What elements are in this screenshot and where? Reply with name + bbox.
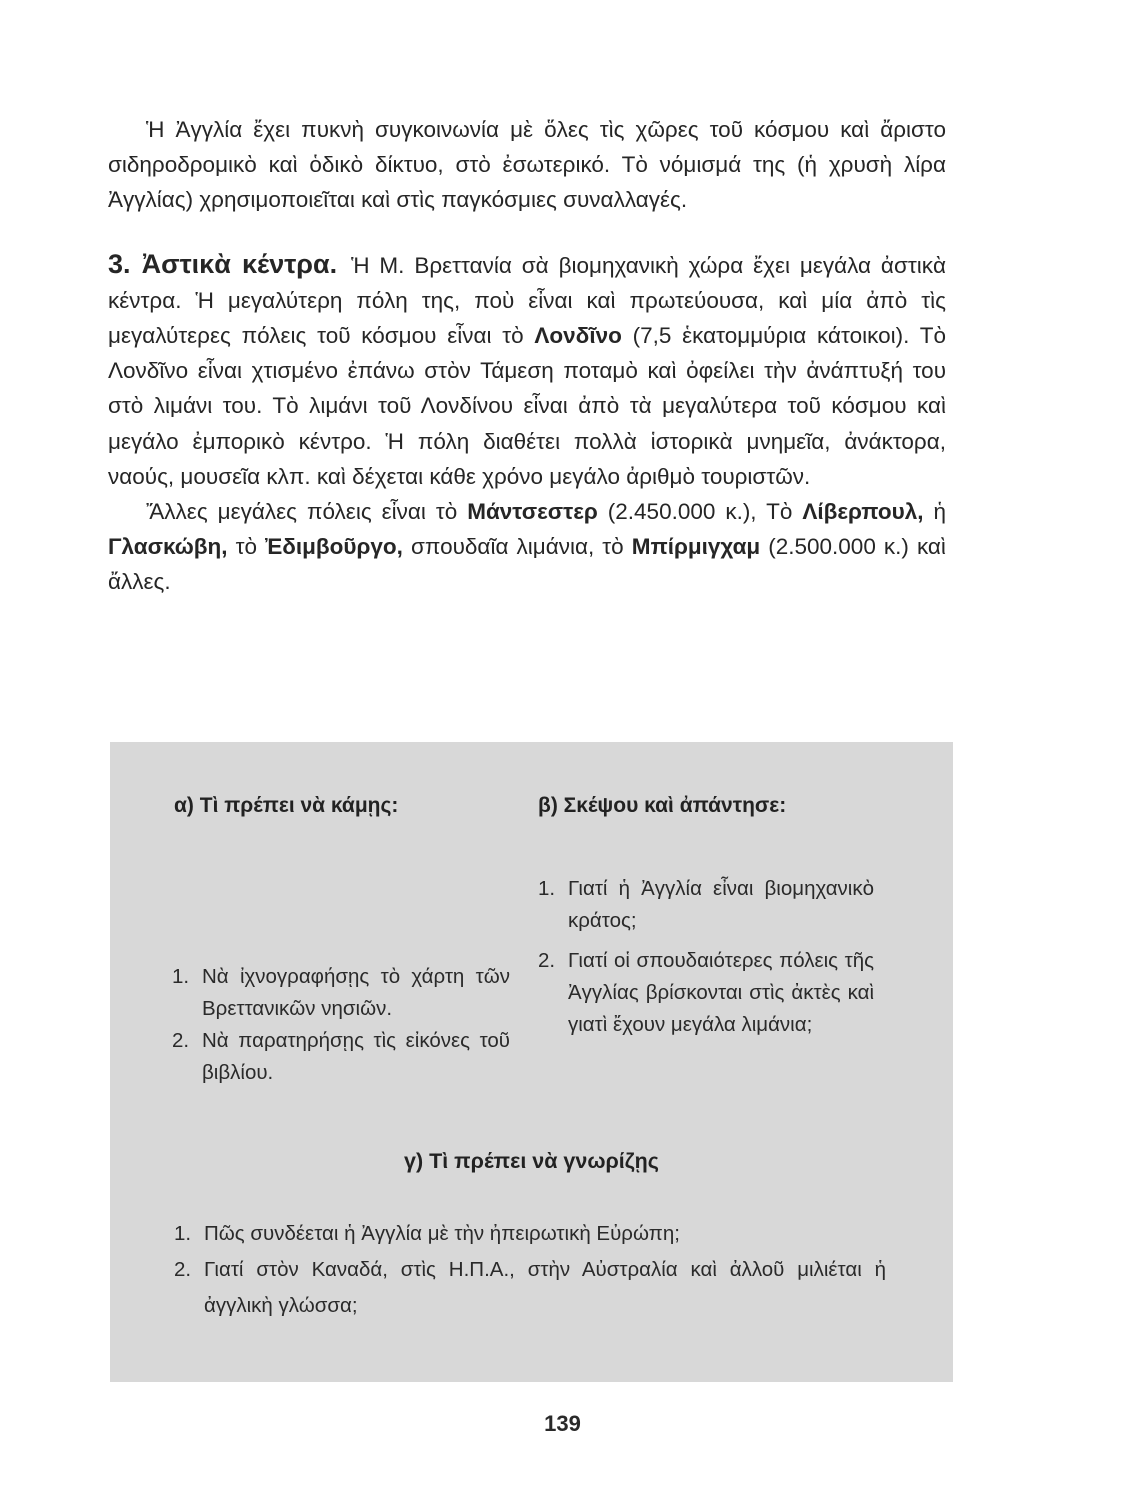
heading-what-to-do: α) Τὶ πρέπει νὰ κάμῃς:: [174, 794, 399, 817]
list-item: 1. Γιατί ἡ Ἀγγλία εἶναι βιομηχανικὸ κράτος;: [538, 877, 874, 932]
city-liverpool: Λίβερπουλ,: [802, 499, 924, 525]
list-item: 1. Νὰ ἰχνογραφήσῃς τὸ χάρτη τῶν Βρεττανικῶν νησιῶν.: [172, 965, 510, 1020]
list-item: 2. Νὰ παρατηρήσῃς τὶς εἰκόνες τοῦ βιβλίου.: [172, 1029, 510, 1084]
city-manchester: Μάντσεστερ: [467, 499, 598, 525]
main-text: [108, 112, 946, 600]
list-what-to-know: [174, 1216, 886, 1324]
list-what-to-do: [172, 961, 510, 1089]
other-cities-paragraph: Ἄλλες μεγάλες πόλεις εἶναι τὸ Μάντσεστερ (2.450.000 κ.), Τὸ Λίβερπουλ, ἡ Γλασκώβη, τὸ Ἐδιμβοῦργο, σπουδαῖα λιμάνια, τὸ Μπίρμιγχαμ (2.500.000 κ.) καὶ ἄλλες.: [108, 499, 946, 595]
section-urban-centers: 3. Ἀστικὰ κέντρα. Ἡ Μ. Βρεττανία σὰ βιομηχανικὴ χώρα ἔχει μεγάλα ἀστικὰ κέντρα. Ἡ μεγαλύτερη πόλη της, ποὺ εἶναι καὶ πρωτεύουσα, καὶ μία ἀπὸ τὶς μεγαλύτερες πόλεις τοῦ κόσμου εἶναι τὸ Λονδῖνο (7,5 ἑκατομμύρια κάτοικοι). Τὸ Λονδῖνο εἶναι χτισμένο ἐπάνω στὸν Τάμεση ποταμὸ καὶ ὀφείλει τὴν ἀνάπτυξή του στὸ λιμάνι του. Τὸ λιμάνι τοῦ Λονδίνου εἶναι ἀπὸ τὰ μεγαλύτερα τοῦ κόσμου καὶ μεγάλο ἐμπορικὸ κέντρο. Ἡ πόλη διαθέτει πολλὰ ἱστορικὰ μνημεῖα, ἀνάκτορα, ναούς, μουσεῖα κλπ. καὶ δέχεται κάθε χρόνο μεγάλο ἀριθμὸ τουριστῶν.: [108, 248, 946, 489]
list-item: 1. Πῶς συνδέεται ἡ Ἀγγλία μὲ τὴν ἠπειρωτικὴ Εὐρώπη;: [174, 1222, 680, 1245]
heading-think-and-answer: β) Σκέψου καὶ ἀπάντησε:: [538, 794, 787, 817]
list-think-and-answer: [538, 873, 874, 1041]
city-edinburgh: Ἐδιμβοῦργο,: [265, 534, 403, 560]
section-title: 3. Ἀστικὰ κέντρα.: [108, 248, 338, 279]
list-item: 2. Γιατί οἱ σπουδαιότερες πόλεις τῆς Ἀγγλίας βρίσκονται στὶς ἀκτὲς καὶ γιατὶ ἔχουν μεγάλα λιμάνια;: [538, 949, 874, 1036]
city-glasgow: Γλασκώβη,: [108, 534, 228, 560]
heading-what-to-know: γ) Τὶ πρέπει νὰ γνωρίζῃς: [404, 1149, 659, 1173]
intro-paragraph: Ἡ Ἀγγλία ἔχει πυκνὴ συγκοινωνία μὲ ὅλες τὶς χῶρες τοῦ κόσμου καὶ ἄριστο σιδηροδρομικὸ καὶ ὁδικὸ δίκτυο, στὸ ἐσωτερικό. Τὸ νόμισμά της (ἡ χρυσὴ λίρα Ἀγγλίας) χρησιμοποιεῖται καὶ στὶς παγκόσμιες συναλλαγές.: [108, 117, 946, 213]
list-item: 2. Γιατί στὸν Καναδά, στὶς Η.Π.Α., στὴν Αὐστραλία καὶ ἀλλοῦ μιλιέται ἡ ἀγγλικὴ γλώσσα;: [174, 1258, 886, 1317]
page-number: 139: [544, 1411, 581, 1436]
city-birmingham: Μπίρμιγχαμ: [631, 534, 761, 560]
city-london: Λονδῖνο: [534, 323, 622, 349]
